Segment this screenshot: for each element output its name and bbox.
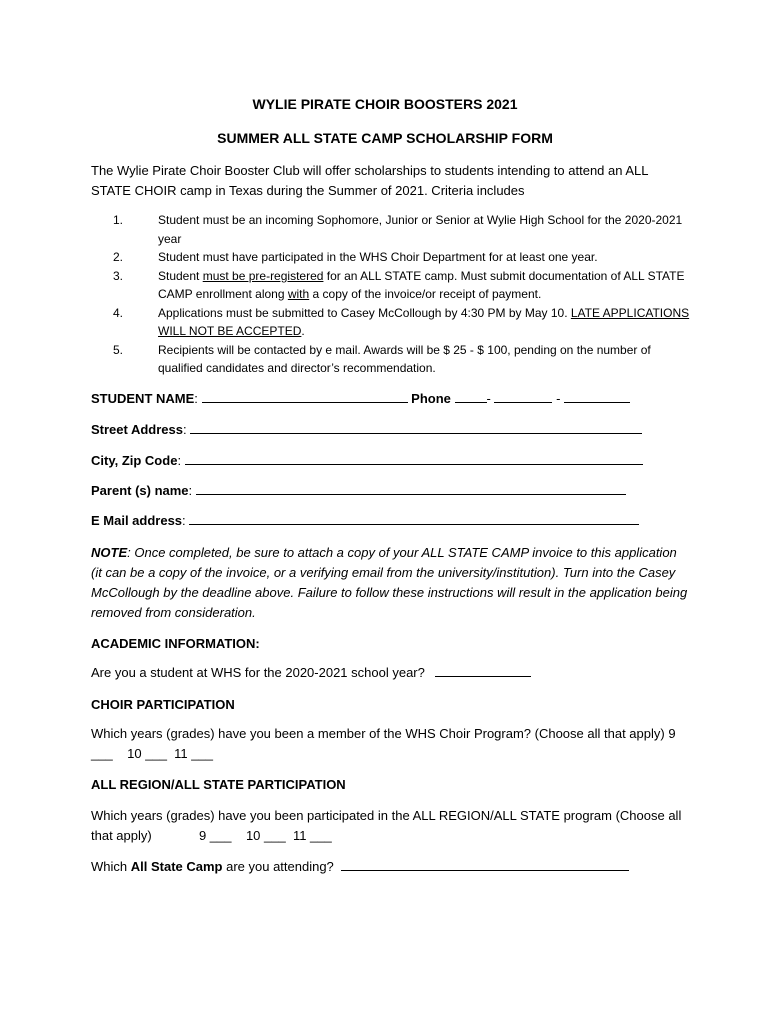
list-number: 4. <box>113 305 124 320</box>
academic-question: Are you a student at WHS for the 2020-2021 school year? <box>91 665 425 680</box>
note-paragraph <box>91 543 691 623</box>
parent-name-row <box>91 482 626 500</box>
colon: : <box>194 391 198 406</box>
colon: : <box>182 513 186 528</box>
region-question: Which years (grades) have you been participated in the ALL REGION/ALL STATE program (Choose all that apply) <box>91 808 682 843</box>
form-subtitle: SUMMER ALL STATE CAMP SCHOLARSHIP FORM <box>217 130 553 146</box>
list-number: 2. <box>113 250 124 264</box>
street-address-row <box>91 421 642 439</box>
academic-question-row <box>91 663 691 683</box>
underlined-text: LATE APPLICATIONS WILL NOT BE ACCEPTED <box>158 305 690 338</box>
city-zip-label: City, Zip Code <box>91 453 178 468</box>
underlined-text: with <box>287 287 310 301</box>
academic-answer-field[interactable] <box>435 664 531 677</box>
page-title: WYLIE PIRATE CHOIR BOOSTERS 2021 <box>252 96 518 112</box>
grade-10-option[interactable]: 10 ___ <box>127 746 167 761</box>
city-zip-field[interactable] <box>185 452 643 465</box>
dash: - <box>486 391 491 406</box>
email-field[interactable] <box>189 512 639 525</box>
note-label: NOTE <box>91 545 128 560</box>
region-question-row <box>91 806 691 846</box>
criteria-text: Recipients will be contacted by e mail. Awards will be $ 25 - $ 100, pending on the number of qualified candidates and director’s recommendation. <box>158 342 651 375</box>
criteria-list <box>91 211 691 378</box>
student-name-row <box>91 390 630 408</box>
list-item <box>91 248 691 267</box>
criteria-text: . <box>301 324 305 338</box>
colon: : <box>188 483 193 498</box>
list-item <box>91 341 691 378</box>
email-row <box>91 512 639 530</box>
criteria-text: for an ALL STATE camp. Must submit documentation of ALL STATE CAMP enrollment along <box>158 268 685 301</box>
dash: - <box>556 391 561 406</box>
region-heading: ALL REGION/ALL STATE PARTICIPATION <box>91 777 346 792</box>
list-number: 3. <box>113 268 124 283</box>
colon: : <box>183 422 187 437</box>
street-address-label: Street Address <box>91 422 183 437</box>
camp-question-suffix: are you attending? <box>222 859 334 874</box>
grade-11-option[interactable]: 11 ___ <box>174 746 213 761</box>
colon: : <box>177 453 182 468</box>
list-item <box>91 304 691 341</box>
parent-name-field[interactable] <box>196 482 626 495</box>
criteria-text: a copy of the invoice/or receipt of payment. <box>309 287 542 301</box>
student-name-label: STUDENT NAME <box>91 391 195 406</box>
list-item <box>91 267 691 304</box>
camp-question-row <box>91 857 691 877</box>
grade-9-option[interactable]: 9 ___ <box>198 828 232 843</box>
list-number: 1. <box>113 213 124 227</box>
city-zip-row <box>91 452 643 470</box>
parent-name-label: Parent (s) name <box>91 483 189 498</box>
choir-heading: CHOIR PARTICIPATION <box>91 697 235 712</box>
camp-question-prefix: Which <box>91 859 131 874</box>
list-item <box>91 211 691 248</box>
grade-11-option[interactable]: 11 ___ <box>292 828 332 843</box>
phone-line-field[interactable] <box>564 390 630 403</box>
choir-question: Which years (grades) have you been a member of the WHS Choir Program? (Choose all that apply) <box>91 726 665 741</box>
choir-question-row <box>91 724 691 764</box>
email-label: E Mail address <box>91 513 183 528</box>
criteria-text: Student must have participated in the WHS Choir Department for at least one year. <box>158 250 598 264</box>
street-address-field[interactable] <box>190 421 642 434</box>
phone-prefix-field[interactable] <box>494 390 552 403</box>
student-name-field[interactable] <box>202 390 408 403</box>
camp-answer-field[interactable] <box>341 858 629 871</box>
grade-10-option[interactable]: 10 ___ <box>245 828 286 843</box>
camp-question-bold: All State Camp <box>130 859 223 874</box>
list-number: 5. <box>113 342 124 357</box>
phone-area-field[interactable] <box>455 390 487 403</box>
phone-label: Phone <box>411 391 451 406</box>
underlined-text: must be pre-registered <box>202 268 324 283</box>
note-text: : Once completed, be sure to attach a copy of your ALL STATE CAMP invoice to this application (it can be a copy of the invoice, or a verifying email from the university/institution). Turn into the Casey McCollough by the deadline above. Failure to follow these instructions will result in the application being removed from consideration. <box>91 545 688 620</box>
criteria-text: Student must be an incoming Sophomore, Junior or Senior at Wylie High School for the 2020-2021 year <box>158 213 683 246</box>
grade-9-option[interactable]: 9 ___ <box>91 726 676 761</box>
intro-paragraph: The Wylie Pirate Choir Booster Club will offer scholarships to students intending to attend an ALL STATE CHOIR camp in Texas during the Summer of 2021. Criteria includes <box>91 163 649 198</box>
criteria-text: Student <box>158 268 203 283</box>
academic-heading: ACADEMIC INFORMATION: <box>91 636 260 651</box>
criteria-text: Applications must be submitted to Casey McCollough by 4:30 PM by May 10. <box>158 305 571 320</box>
